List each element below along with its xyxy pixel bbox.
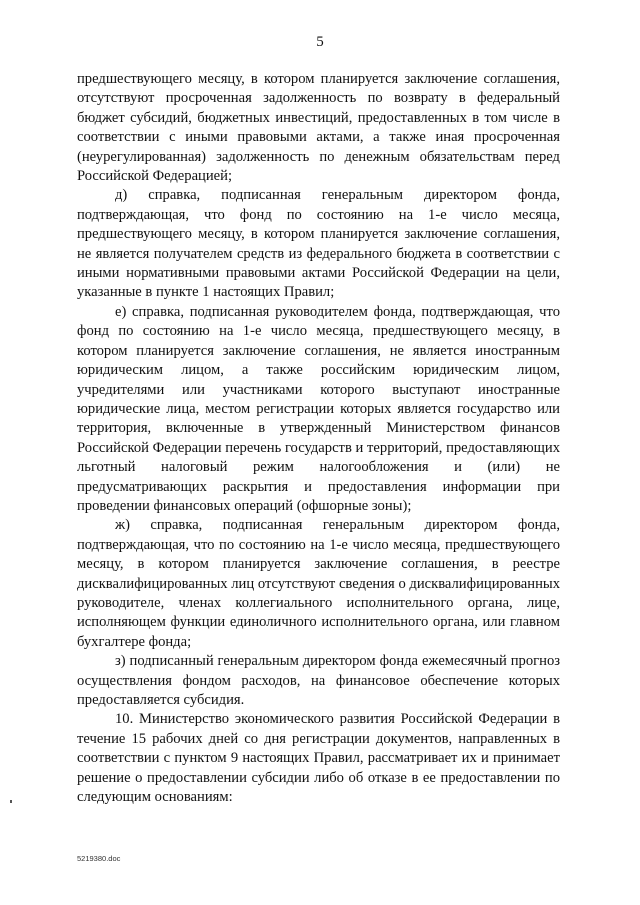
footer-doc-ref: 5219380.doc	[77, 854, 121, 863]
document-body	[77, 70, 560, 807]
page-number: 5	[316, 34, 324, 50]
paragraph-item-zh: ж) справка, подписанная генеральным директором фонда, подтверждающая, что по состоянию на 1-е число месяца, предшествующего месяцу, в котором планируется заключение соглашения, в реестре дисквалифицированных лиц отсутствуют сведения о дисквалифицированных руководителе, членах коллегиального исполнительного органа, лице, исполняющем функции единоличного исполнительного органа, или главном бухгалтере фонда;	[77, 517, 560, 650]
paragraph-continuation: предшествующего месяцу, в котором планируется заключение соглашения, отсутствуют просроченная задолженность по возврату в федеральный бюджет субсидий, бюджетных инвестиций, предоставленных в том числе в соответствии с иными правовыми актами, а также иная просроченная (неурегулированная) задолженность по денежным обязательствам перед Российской Федерацией;	[77, 71, 560, 185]
scan-mark	[10, 800, 12, 803]
paragraph-item-z: з) подписанный генеральным директором фонда ежемесячный прогноз осуществления фондом расходов, на финансовое обеспечение которых предоставляется субсидия.	[77, 653, 560, 708]
paragraph-item-e: е) справка, подписанная руководителем фонда, подтверждающая, что фонд по состоянию на 1-е число месяца, предшествующего месяцу, в котором планируется заключение соглашения, не является иностранным юридическим лицом, а также российским юридическим лицом, учредителями или участниками которого выступают иностранные юридические лица, местом регистрации которых является государство или территория, включенные в утвержденный Министерством финансов Российской Федерации перечень государств и территорий, предоставляющих льготный налоговый режим налогообложения и (или) не предусматривающих раскрытия и предоставления информации при проведении финансовых операций (офшорные зоны);	[77, 303, 560, 514]
paragraph-clause-10: 10. Министерство экономического развития Российской Федерации в течение 15 рабочих дней со дня регистрации документов, направленных в соответствии с пунктом 9 настоящих Правил, рассматривает их и принимает решение о предоставлении субсидии либо об отказе в ее предоставлении по следующим основаниям:	[77, 711, 560, 806]
paragraph-item-d: д) справка, подписанная генеральным директором фонда, подтверждающая, что фонд по состоянию на 1-е число месяца, предшествующего месяцу, в котором планируется заключение соглашения, не является получателем средств из федерального бюджета в соответствии с иными нормативными правовыми актами Российской Федерации на цели, указанные в пункте 1 настоящих Правил;	[77, 187, 560, 301]
